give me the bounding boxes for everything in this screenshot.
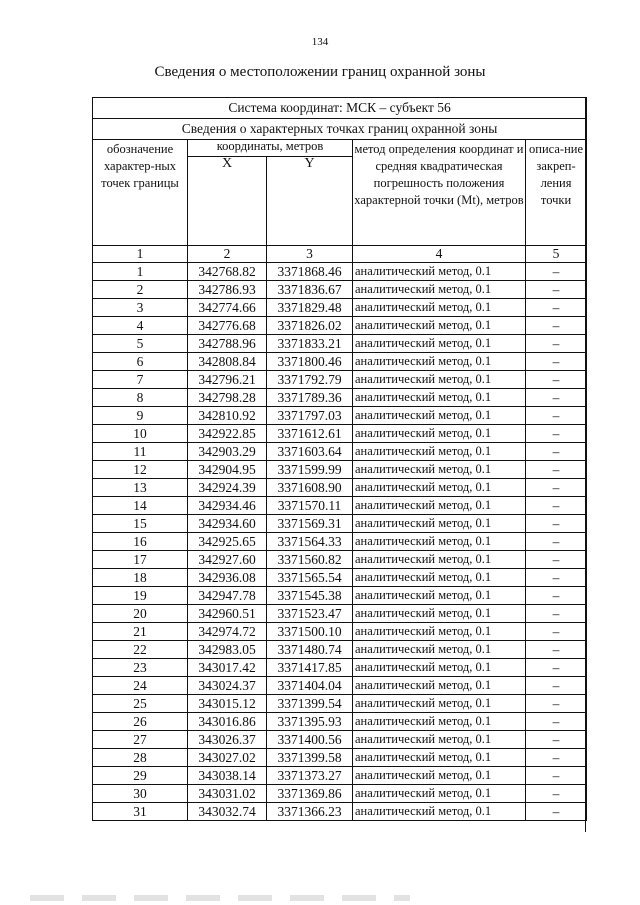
x-coordinate-cell: 343031.02 (188, 785, 267, 803)
table-row (93, 389, 587, 407)
y-coordinate-cell: 3371836.67 (267, 281, 353, 299)
y-coordinate-cell: 3371603.64 (267, 443, 353, 461)
x-coordinate-cell: 342774.66 (188, 299, 267, 317)
table-row (93, 551, 587, 569)
table-row (93, 767, 587, 785)
method-cell: аналитический метод, 0.1 (353, 803, 526, 821)
table-row (93, 371, 587, 389)
method-cell: аналитический метод, 0.1 (353, 335, 526, 353)
point-number-cell: 28 (93, 749, 188, 767)
description-cell: – (526, 677, 587, 695)
method-cell: аналитический метод, 0.1 (353, 317, 526, 335)
x-coordinate-cell: 342922.85 (188, 425, 267, 443)
description-cell: – (526, 623, 587, 641)
method-cell: аналитический метод, 0.1 (353, 605, 526, 623)
y-coordinate-cell: 3371792.79 (267, 371, 353, 389)
y-coordinate-cell: 3371564.33 (267, 533, 353, 551)
table-row (93, 641, 587, 659)
table-row (93, 731, 587, 749)
table-row (93, 317, 587, 335)
column-number: 5 (526, 246, 587, 263)
method-cell: аналитический метод, 0.1 (353, 569, 526, 587)
description-cell: – (526, 263, 587, 281)
description-cell: – (526, 587, 587, 605)
table-row (93, 533, 587, 551)
method-cell: аналитический метод, 0.1 (353, 713, 526, 731)
y-coordinate-cell: 3371797.03 (267, 407, 353, 425)
x-coordinate-cell: 342983.05 (188, 641, 267, 659)
description-cell: – (526, 335, 587, 353)
x-coordinate-cell: 342808.84 (188, 353, 267, 371)
y-coordinate-cell: 3371523.47 (267, 605, 353, 623)
point-number-cell: 16 (93, 533, 188, 551)
method-cell: аналитический метод, 0.1 (353, 443, 526, 461)
point-number-cell: 21 (93, 623, 188, 641)
method-cell: аналитический метод, 0.1 (353, 389, 526, 407)
margin-border-line (585, 97, 586, 832)
x-coordinate-cell: 342796.21 (188, 371, 267, 389)
table-row (93, 515, 587, 533)
section-header-row (93, 119, 587, 140)
column-number-row (93, 246, 587, 263)
table-row (93, 353, 587, 371)
table-row (93, 497, 587, 515)
description-cell: – (526, 389, 587, 407)
col-x-header: X (188, 157, 267, 246)
column-number: 3 (267, 246, 353, 263)
y-coordinate-cell: 3371480.74 (267, 641, 353, 659)
y-coordinate-cell: 3371560.82 (267, 551, 353, 569)
table-row (93, 695, 587, 713)
method-cell: аналитический метод, 0.1 (353, 425, 526, 443)
x-coordinate-cell: 343032.74 (188, 803, 267, 821)
point-number-cell: 5 (93, 335, 188, 353)
description-cell: – (526, 497, 587, 515)
description-cell: – (526, 533, 587, 551)
description-cell: – (526, 281, 587, 299)
column-header-row (93, 140, 587, 157)
method-cell: аналитический метод, 0.1 (353, 587, 526, 605)
x-coordinate-cell: 342936.08 (188, 569, 267, 587)
y-coordinate-cell: 3371369.86 (267, 785, 353, 803)
x-coordinate-cell: 342925.65 (188, 533, 267, 551)
y-coordinate-cell: 3371826.02 (267, 317, 353, 335)
y-coordinate-cell: 3371366.23 (267, 803, 353, 821)
method-cell: аналитический метод, 0.1 (353, 281, 526, 299)
y-coordinate-cell: 3371569.31 (267, 515, 353, 533)
method-cell: аналитический метод, 0.1 (353, 515, 526, 533)
x-coordinate-cell: 343017.42 (188, 659, 267, 677)
point-number-cell: 2 (93, 281, 188, 299)
col-coordinates-header: координаты, метров (188, 140, 353, 157)
point-number-cell: 11 (93, 443, 188, 461)
column-number: 2 (188, 246, 267, 263)
description-cell: – (526, 767, 587, 785)
description-cell: – (526, 461, 587, 479)
y-coordinate-cell: 3371400.56 (267, 731, 353, 749)
y-coordinate-cell: 3371500.10 (267, 623, 353, 641)
x-coordinate-cell: 342960.51 (188, 605, 267, 623)
point-number-cell: 6 (93, 353, 188, 371)
x-coordinate-cell: 342903.29 (188, 443, 267, 461)
description-cell: – (526, 785, 587, 803)
method-cell: аналитический метод, 0.1 (353, 767, 526, 785)
point-number-cell: 1 (93, 263, 188, 281)
y-coordinate-cell: 3371800.46 (267, 353, 353, 371)
description-cell: – (526, 749, 587, 767)
x-coordinate-cell: 343026.37 (188, 731, 267, 749)
method-cell: аналитический метод, 0.1 (353, 533, 526, 551)
method-cell: аналитический метод, 0.1 (353, 641, 526, 659)
table-row (93, 425, 587, 443)
scan-artifact (30, 895, 410, 901)
description-cell: – (526, 605, 587, 623)
y-coordinate-cell: 3371608.90 (267, 479, 353, 497)
col-y-header: Y (267, 157, 353, 246)
y-coordinate-cell: 3371565.54 (267, 569, 353, 587)
point-number-cell: 8 (93, 389, 188, 407)
y-coordinate-cell: 3371545.38 (267, 587, 353, 605)
method-cell: аналитический метод, 0.1 (353, 299, 526, 317)
point-number-cell: 10 (93, 425, 188, 443)
point-number-cell: 9 (93, 407, 188, 425)
x-coordinate-cell: 342786.93 (188, 281, 267, 299)
x-coordinate-cell: 342974.72 (188, 623, 267, 641)
x-coordinate-cell: 342927.60 (188, 551, 267, 569)
point-number-cell: 7 (93, 371, 188, 389)
table-row (93, 299, 587, 317)
description-cell: – (526, 479, 587, 497)
section-header: Сведения о характерных точках границ охранной зоны (93, 119, 587, 140)
method-cell: аналитический метод, 0.1 (353, 749, 526, 767)
x-coordinate-cell: 343027.02 (188, 749, 267, 767)
table-row (93, 785, 587, 803)
table-row (93, 803, 587, 821)
column-number: 1 (93, 246, 188, 263)
description-cell: – (526, 551, 587, 569)
table-row (93, 479, 587, 497)
y-coordinate-cell: 3371399.58 (267, 749, 353, 767)
x-coordinate-cell: 342768.82 (188, 263, 267, 281)
method-cell: аналитический метод, 0.1 (353, 353, 526, 371)
system-header-row (93, 98, 587, 119)
y-coordinate-cell: 3371612.61 (267, 425, 353, 443)
col-designation-header: обозначение характер-ных точек границы (93, 140, 188, 246)
description-cell: – (526, 731, 587, 749)
description-cell: – (526, 515, 587, 533)
y-coordinate-cell: 3371789.36 (267, 389, 353, 407)
method-cell: аналитический метод, 0.1 (353, 371, 526, 389)
x-coordinate-cell: 342904.95 (188, 461, 267, 479)
point-number-cell: 15 (93, 515, 188, 533)
description-cell: – (526, 407, 587, 425)
y-coordinate-cell: 3371395.93 (267, 713, 353, 731)
x-coordinate-cell: 342934.46 (188, 497, 267, 515)
description-cell: – (526, 425, 587, 443)
point-number-cell: 26 (93, 713, 188, 731)
description-cell: – (526, 317, 587, 335)
table-row (93, 677, 587, 695)
y-coordinate-cell: 3371417.85 (267, 659, 353, 677)
point-number-cell: 17 (93, 551, 188, 569)
point-number-cell: 24 (93, 677, 188, 695)
table-row (93, 461, 587, 479)
x-coordinate-cell: 342810.92 (188, 407, 267, 425)
method-cell: аналитический метод, 0.1 (353, 407, 526, 425)
y-coordinate-cell: 3371570.11 (267, 497, 353, 515)
method-cell: аналитический метод, 0.1 (353, 695, 526, 713)
description-cell: – (526, 371, 587, 389)
x-coordinate-cell: 342947.78 (188, 587, 267, 605)
description-cell: – (526, 659, 587, 677)
method-cell: аналитический метод, 0.1 (353, 479, 526, 497)
x-coordinate-cell: 343024.37 (188, 677, 267, 695)
method-cell: аналитический метод, 0.1 (353, 785, 526, 803)
point-number-cell: 19 (93, 587, 188, 605)
table-row (93, 281, 587, 299)
y-coordinate-cell: 3371404.04 (267, 677, 353, 695)
method-cell: аналитический метод, 0.1 (353, 497, 526, 515)
coordinates-table (92, 97, 587, 821)
y-coordinate-cell: 3371599.99 (267, 461, 353, 479)
table-row (93, 335, 587, 353)
table-row (93, 587, 587, 605)
table-row (93, 407, 587, 425)
point-number-cell: 18 (93, 569, 188, 587)
x-coordinate-cell: 343015.12 (188, 695, 267, 713)
point-number-cell: 12 (93, 461, 188, 479)
method-cell: аналитический метод, 0.1 (353, 551, 526, 569)
description-cell: – (526, 353, 587, 371)
point-number-cell: 3 (93, 299, 188, 317)
y-coordinate-cell: 3371829.48 (267, 299, 353, 317)
coordinate-system-header: Система координат: МСК – субъект 56 (93, 98, 587, 119)
point-number-cell: 14 (93, 497, 188, 515)
point-number-cell: 23 (93, 659, 188, 677)
description-cell: – (526, 299, 587, 317)
document-title: Сведения о местоположении границ охранной зоны (154, 64, 486, 80)
table-row (93, 713, 587, 731)
method-cell: аналитический метод, 0.1 (353, 731, 526, 749)
x-coordinate-cell: 343016.86 (188, 713, 267, 731)
x-coordinate-cell: 342924.39 (188, 479, 267, 497)
x-coordinate-cell: 342798.28 (188, 389, 267, 407)
coordinates-table-wrapper (92, 97, 587, 821)
point-number-cell: 30 (93, 785, 188, 803)
point-number-cell: 31 (93, 803, 188, 821)
description-cell: – (526, 569, 587, 587)
point-number-cell: 20 (93, 605, 188, 623)
description-cell: – (526, 443, 587, 461)
table-row (93, 659, 587, 677)
point-number-cell: 13 (93, 479, 188, 497)
table-row (93, 749, 587, 767)
column-number: 4 (353, 246, 526, 263)
point-number-cell: 22 (93, 641, 188, 659)
method-cell: аналитический метод, 0.1 (353, 263, 526, 281)
x-coordinate-cell: 342788.96 (188, 335, 267, 353)
point-number-cell: 29 (93, 767, 188, 785)
method-cell: аналитический метод, 0.1 (353, 623, 526, 641)
description-cell: – (526, 803, 587, 821)
page-number: 134 (311, 36, 329, 48)
table-row (93, 443, 587, 461)
y-coordinate-cell: 3371399.54 (267, 695, 353, 713)
col-method-header: метод определения координат и средняя квадратическая погрешность положения характерной точки (Mt), метров (353, 140, 526, 246)
table-row (93, 263, 587, 281)
x-coordinate-cell: 342934.60 (188, 515, 267, 533)
table-row (93, 569, 587, 587)
point-number-cell: 25 (93, 695, 188, 713)
method-cell: аналитический метод, 0.1 (353, 659, 526, 677)
table-row (93, 605, 587, 623)
col-description-header: описа-ние закреп-ления точки (526, 140, 587, 246)
description-cell: – (526, 641, 587, 659)
y-coordinate-cell: 3371833.21 (267, 335, 353, 353)
description-cell: – (526, 713, 587, 731)
table-body (93, 98, 587, 821)
x-coordinate-cell: 342776.68 (188, 317, 267, 335)
point-number-cell: 27 (93, 731, 188, 749)
method-cell: аналитический метод, 0.1 (353, 677, 526, 695)
y-coordinate-cell: 3371868.46 (267, 263, 353, 281)
method-cell: аналитический метод, 0.1 (353, 461, 526, 479)
table-row (93, 623, 587, 641)
description-cell: – (526, 695, 587, 713)
x-coordinate-cell: 343038.14 (188, 767, 267, 785)
y-coordinate-cell: 3371373.27 (267, 767, 353, 785)
point-number-cell: 4 (93, 317, 188, 335)
